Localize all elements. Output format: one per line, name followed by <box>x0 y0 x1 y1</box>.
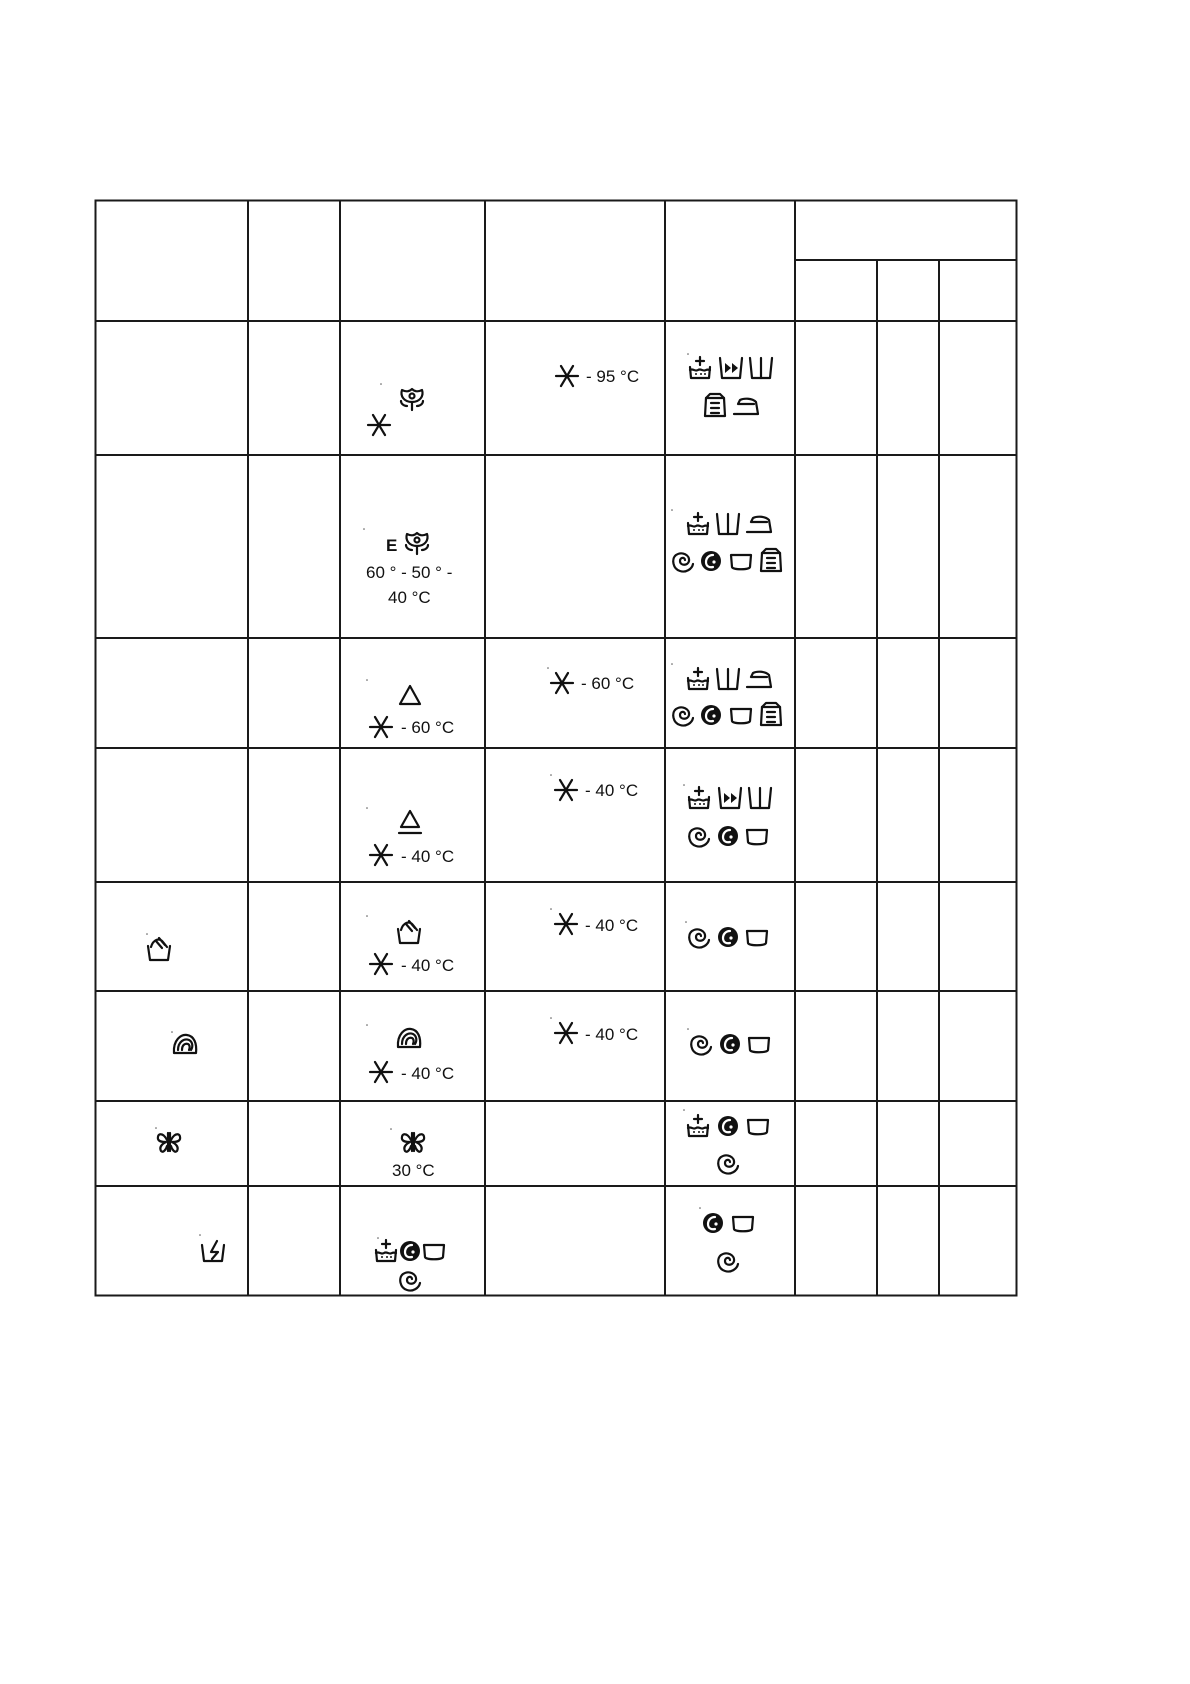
iron-icon <box>747 517 771 532</box>
temperature-label: 40 °C <box>388 588 431 607</box>
marker-dot <box>683 784 685 786</box>
marker-dot <box>363 528 365 530</box>
marker-dot <box>550 1017 552 1019</box>
table-row <box>368 353 772 435</box>
snowflake-icon <box>370 845 392 865</box>
snowflake-icon <box>370 1062 392 1082</box>
marker-dot <box>687 1028 689 1030</box>
half-load-icon <box>761 703 781 725</box>
marker-dot <box>366 679 368 681</box>
temperature-label: 30 °C <box>392 1161 435 1180</box>
handwash-icon <box>148 938 170 960</box>
rinse-hold-icon <box>718 826 738 846</box>
marker-dot <box>550 908 552 910</box>
temperature-label: - 60 °C <box>401 718 455 737</box>
snowflake-icon <box>555 1023 577 1043</box>
rinse-hold-icon <box>400 1241 420 1261</box>
table-row <box>171 1017 769 1083</box>
prewash-icon <box>690 357 710 378</box>
iron-icon <box>747 672 771 687</box>
table-grid <box>95 200 1017 1296</box>
marker-dot <box>671 509 673 511</box>
marker-dot <box>366 915 368 917</box>
table-row <box>146 908 767 975</box>
prewash-icon <box>376 1240 396 1261</box>
butterfly-icon <box>402 1133 424 1152</box>
rinse-plus-icon <box>750 358 772 378</box>
extra-rinse-icon <box>748 1120 768 1134</box>
marker-dot <box>377 1237 379 1239</box>
marker-dot <box>671 663 673 665</box>
cotton-icon <box>406 533 428 554</box>
temperature-range-label: 60 ° - 50 ° - <box>366 563 453 582</box>
rinse-hold-icon <box>718 927 738 947</box>
temperature-label: - 40 °C <box>401 956 455 975</box>
marker-dot <box>687 353 689 355</box>
marker-dot <box>547 667 549 669</box>
table-row <box>366 774 771 866</box>
rinse-hold-icon <box>720 1034 740 1054</box>
wool-ball-icon <box>174 1035 196 1053</box>
temperature-label: - 40 °C <box>585 781 639 800</box>
snowflake-icon <box>555 914 577 934</box>
snowflake-icon <box>370 717 392 737</box>
wool-ball-icon <box>398 1029 420 1047</box>
extra-rinse-icon <box>749 1038 769 1052</box>
table-row <box>366 663 781 737</box>
snowflake-icon <box>556 366 578 386</box>
spiral-icon <box>718 1253 738 1271</box>
extra-rinse-icon <box>731 555 751 569</box>
temperature-label: - 40 °C <box>585 916 639 935</box>
prewash-icon <box>688 668 708 689</box>
rinse-hold-icon <box>701 705 721 725</box>
prewash-icon <box>688 1115 708 1136</box>
spiral-icon <box>718 1155 738 1173</box>
spiral-icon <box>673 707 693 725</box>
rinse-hold-icon <box>703 1213 723 1233</box>
marker-dot <box>685 921 687 923</box>
marker-dot <box>366 1024 368 1026</box>
rinse-plus-icon <box>749 788 771 808</box>
handwash-icon <box>398 921 420 943</box>
rinse-hold-icon <box>701 551 721 571</box>
half-load-icon <box>705 394 725 416</box>
extra-rinse-icon <box>733 1217 753 1231</box>
butterfly-icon <box>158 1133 180 1152</box>
snowflake-icon <box>551 673 573 693</box>
marker-dot <box>380 383 382 385</box>
extra-rinse-icon <box>424 1245 444 1259</box>
iron-icon <box>734 399 758 414</box>
snowflake-icon <box>370 954 392 974</box>
rinse-hold-icon <box>718 1116 738 1136</box>
triangle-underline-icon <box>399 811 421 833</box>
snowflake-icon <box>368 415 390 435</box>
temperature-label: - 40 °C <box>585 1025 639 1044</box>
prewash-icon <box>688 513 708 534</box>
spiral-icon <box>689 929 709 947</box>
eco-label: E <box>386 536 398 555</box>
half-load-icon <box>761 549 781 571</box>
spin-drain-icon <box>202 1241 224 1261</box>
spiral-icon <box>691 1036 711 1054</box>
snowflake-icon <box>555 780 577 800</box>
marker-dot <box>199 1234 201 1236</box>
marker-dot <box>683 1109 685 1111</box>
marker-dot <box>171 1031 173 1033</box>
rinse-plus-icon <box>717 669 739 689</box>
temperature-label: - 40 °C <box>401 1064 455 1083</box>
spiral-icon <box>689 828 709 846</box>
triangle-icon <box>400 686 420 704</box>
marker-dot <box>390 1128 392 1130</box>
stain-icon <box>719 788 741 808</box>
table-row <box>363 509 781 607</box>
temperature-label: - 95 °C <box>586 367 640 386</box>
marker-dot <box>155 1127 157 1129</box>
marker-dot <box>699 1207 701 1209</box>
prewash-icon <box>689 787 709 808</box>
extra-rinse-icon <box>731 709 751 723</box>
cotton-icon <box>401 389 423 410</box>
temperature-label: - 60 °C <box>581 674 635 693</box>
extra-rinse-icon <box>747 931 767 945</box>
marker-dot <box>550 774 552 776</box>
stain-icon <box>720 358 742 378</box>
marker-dot <box>146 933 148 935</box>
table-row <box>199 1207 753 1290</box>
extra-rinse-icon <box>747 830 767 844</box>
temperature-label: - 40 °C <box>401 847 455 866</box>
spiral-icon <box>673 553 693 571</box>
marker-dot <box>366 807 368 809</box>
rinse-plus-icon <box>717 514 739 534</box>
spiral-icon <box>400 1272 420 1290</box>
